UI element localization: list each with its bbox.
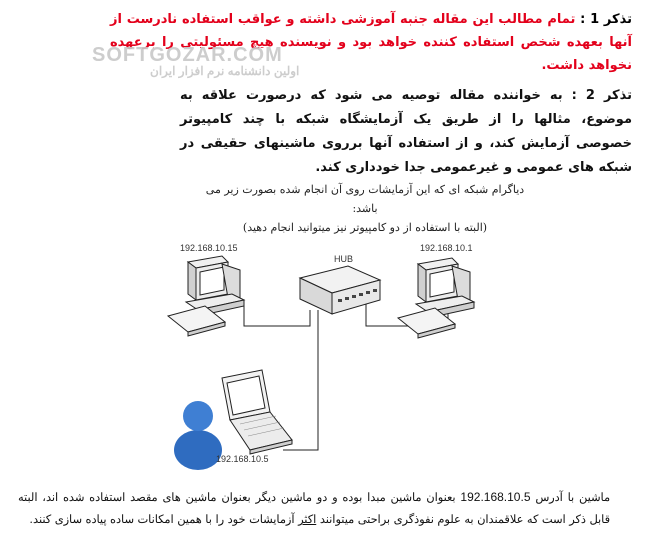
body-text-2: بعنوان ماشین مبدا بوده و دو ماشین دیگر بعنوان ماشین های مقصد استفاده شده اند، البته قابل ذکر است که علاقمندان به علوم نفوذگری براحتی میتوانند [18,491,610,526]
note-2-label: تذکر 2 : [571,88,632,103]
note-2-text: به خواننده مقاله توصیه می شود که درصورت علاقه به موضوع، مثالها را از طریق یک آزمایشگاه شبکه با چند کامپیوتر خصوصی آزمایش کند، و از استفاده آنها برروی ماشینهای حقیقی در شبکه های عمومی و غیرعمومی جدا خودداری کند. [180,88,632,175]
left-desktop-ip: 192.168.10.15 [180,243,238,253]
right-desktop-computer [398,258,474,338]
body-ip: 192.168.10.5 [460,490,531,504]
diagram-caption-line-2: (البته با استفاده از دو کامپیوتر نیز میتوانید انجام دهید) [242,221,488,234]
body-text-3: آزمایشات خود را با همین امکانات ساده پیاده سازی کنند. [29,513,295,526]
left-desktop-computer [168,256,244,336]
laptop-computer [222,370,292,454]
right-desktop-ip: 192.168.10.1 [420,243,473,253]
user-avatar-icon [174,401,222,470]
watermark-tagline: اولین دانشنامه نرم افزار ایران [150,64,300,78]
diagram-caption-line-1: دیاگرام شبکه ای که این آزمایشات روی آن انجام شده بصورت زیر می باشد: [205,183,525,215]
note-1-label: تذکر 1 : [580,12,632,27]
hub-device [300,254,380,314]
laptop-ip: 192.168.10.5 [216,454,269,464]
body-paragraph [18,486,610,531]
body-text-1: ماشین با آدرس [535,491,610,504]
note-1-text: تمام مطالب این مقاله جنبه آموزشی داشته و عواقب استفاده نادرست از آنها بعهده شخص استفاده کننده خواهد بود و نویسنده هیچ مسئولیتی را برعهده نخواهد داشت. [110,12,632,73]
watermark-brand: SOFTGOZAR.COM [92,44,283,66]
hub-label: HUB [334,254,354,264]
body-underlined-word: اکثر [298,513,317,526]
